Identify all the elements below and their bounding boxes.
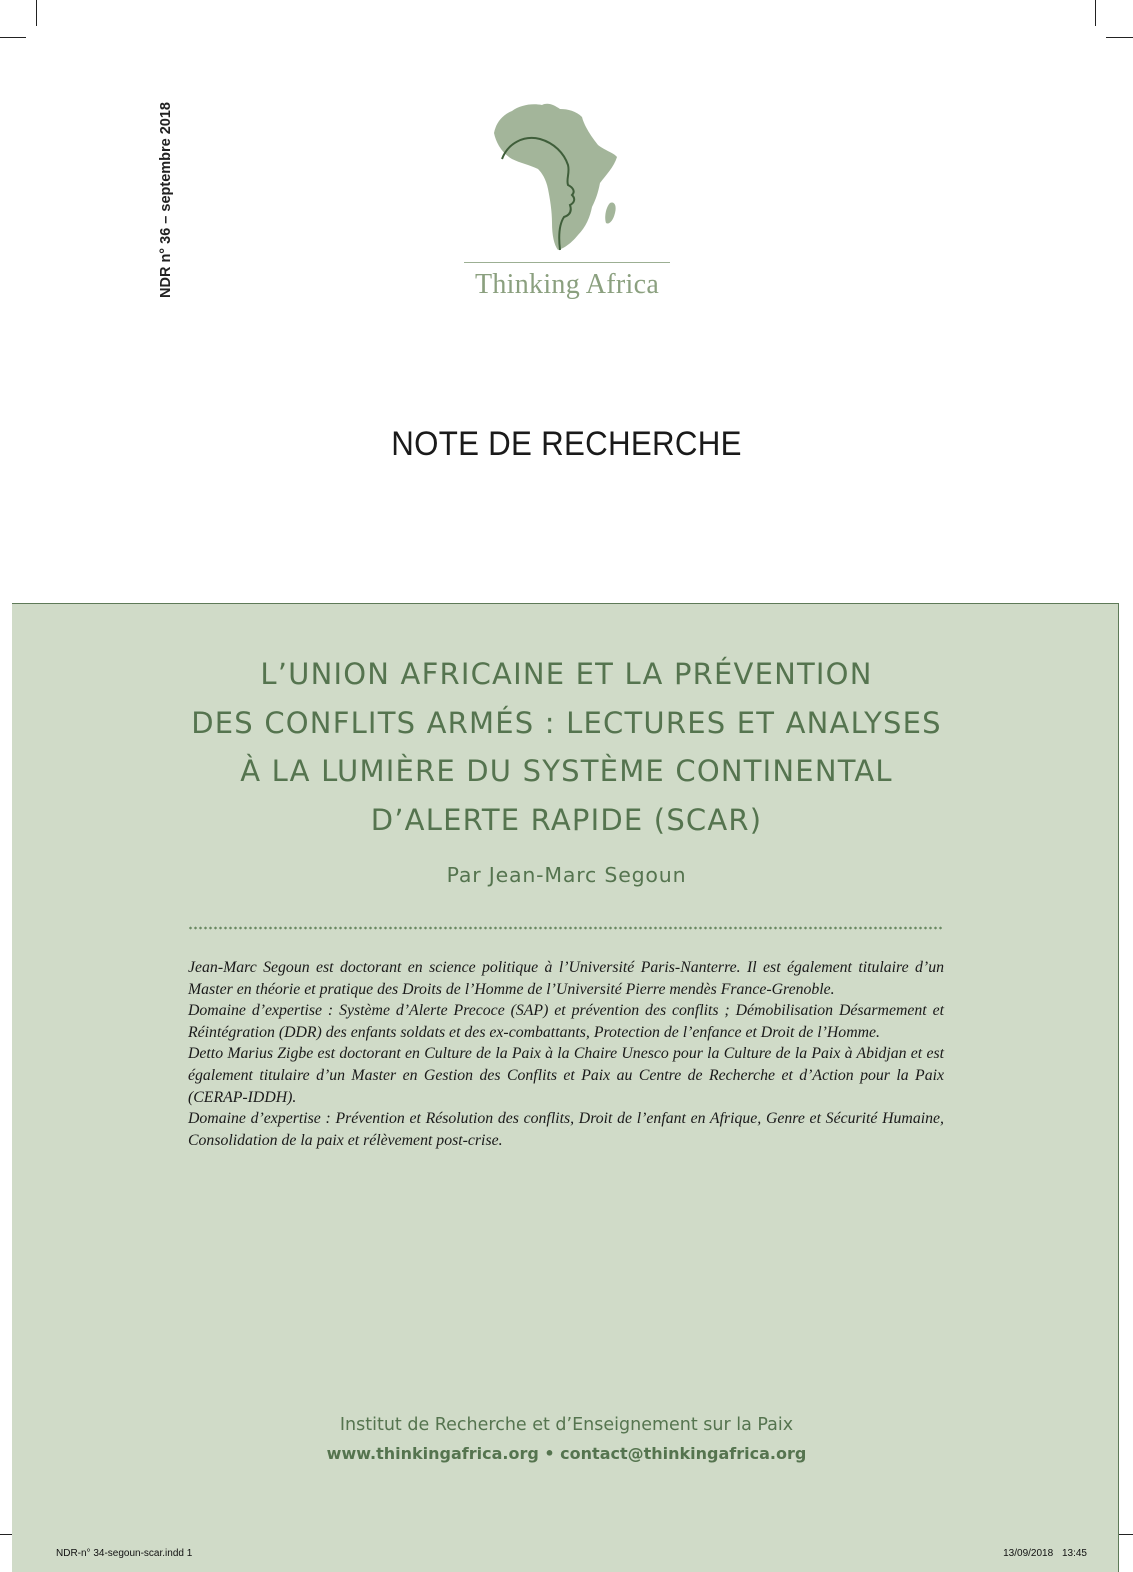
crop-mark	[36, 0, 37, 26]
logo-wordmark: Thinking Africa	[474, 269, 660, 300]
crop-mark	[1106, 37, 1133, 38]
institute-name: Institut de Recherche et d’Enseignement sur la Paix	[339, 1415, 794, 1435]
file-slug: NDR-n° 34-segoun-scar.indd 1	[56, 1548, 193, 1559]
print-date: 13/09/2018	[1003, 1548, 1054, 1559]
bio-paragraph: Jean-Marc Segoun est doctorant en science politique à l’Université Paris-Nanterre. Il est également titulaire d’un Master en théorie et pratique des Droits de l’Homme de l’Université Pierre mendès France-Grenoble.	[188, 959, 944, 998]
bio-paragraph: Detto Marius Zigbe est doctorant en Culture de la Paix à la Chaire Unesco pour la Culture de la Paix à Abidjan et est également titulaire d’un Master en Gestion des Conflits et Paix au Centre de Recherche et d’Action pour la Paix (CERAP-IDDH).	[188, 1045, 944, 1106]
crop-mark	[1095, 0, 1096, 26]
dotted-divider	[188, 926, 944, 930]
contact-line	[0, 1444, 1133, 1463]
print-timestamp	[1003, 1548, 1087, 1559]
article-title-line: À LA LUMIÈRE DU SYSTÈME CONTINENTAL	[240, 754, 893, 788]
print-time: 13:45	[1061, 1548, 1087, 1559]
bio-paragraph: Domaine d’expertise : Prévention et Résolution des conflits, Droit de l’enfant en Afrique, Genre et Sécurité Humaine, Consolidation de la paix et rélèvement post-crise.	[188, 1110, 944, 1149]
author-bios	[188, 957, 944, 1151]
logo-divider	[464, 262, 670, 263]
email-link[interactable]: contact@thinkingafrica.org	[560, 1444, 807, 1463]
article-title-line: L’UNION AFRICAINE ET LA PRÉVENTION	[260, 657, 873, 691]
separator: •	[544, 1444, 555, 1463]
page-title: NOTE DE RECHERCHE	[391, 425, 742, 463]
article-title-line: DES CONFLITS ARMÉS : LECTURES ET ANALYSES	[191, 705, 942, 740]
author-byline: Par Jean-Marc Segoun	[446, 863, 687, 887]
thinking-africa-logo	[464, 95, 670, 310]
crop-mark	[0, 37, 26, 38]
article-title-line: D’ALERTE RAPIDE (SCAR)	[370, 802, 763, 837]
africa-map-icon	[490, 99, 620, 254]
bio-paragraph: Domaine d’expertise : Système d’Alerte Precoce (SAP) et prévention des conflits ; Démobilisation Désarmement et Réintégration (DDR) des enfants soldats et des ex-combattants, Protection de l’enfance et Droit de l’Homme.	[188, 1002, 944, 1041]
issue-label: NDR n° 36 – septembre 2018	[158, 102, 174, 298]
madagascar-shape	[605, 202, 615, 223]
website-link[interactable]: www.thinkingafrica.org	[326, 1444, 539, 1463]
africa-shape	[494, 104, 617, 250]
article-title	[0, 650, 1133, 844]
